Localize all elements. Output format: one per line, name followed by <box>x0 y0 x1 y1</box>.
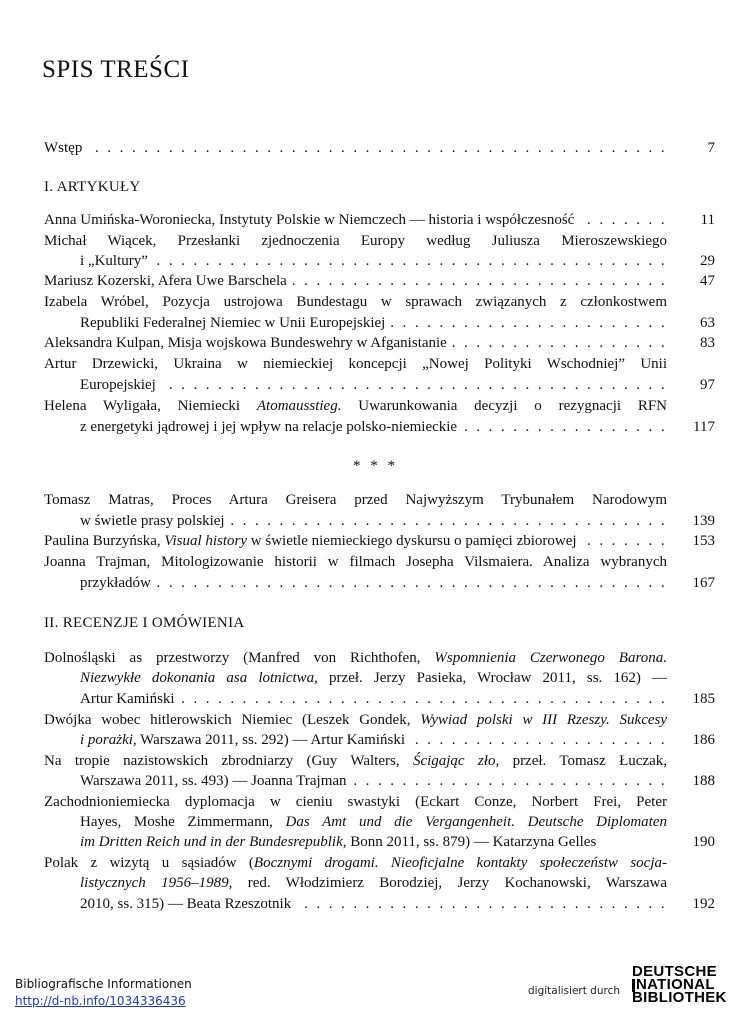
toc-entry-title: Anna Umińska-Woroniecka, Instytuty Polskie w Niemczech — historia i współczesność <box>44 212 578 228</box>
toc-entry-continuation <box>80 689 715 709</box>
toc-entry-continuation <box>80 511 715 531</box>
toc-entry: Dwójka wobec hitlerowskich Niemiec (Leszek Gondek, Wywiad polski w III Rzeszy. Sukcesy <box>44 712 667 728</box>
toc-entry: Polak z wizytą u sąsiadów (Bocznymi drogami. Nieoficjalne kontakty społeczeństw socja- <box>44 855 667 871</box>
toc-entry-continuation <box>80 894 715 914</box>
page-title: SPIS TREŚCI <box>42 56 190 83</box>
toc-page-number: 7 <box>675 138 715 158</box>
toc-entry-title: Wstęp <box>44 140 86 156</box>
toc-page-number: 11 <box>675 210 715 230</box>
toc-entry: Dolnośląski as przestworzy (Manfred von Richthofen, Wspomnienia Czerwonego Barona. <box>44 650 667 666</box>
toc-entry-title: i porażki, Warszawa 2011, ss. 292) — Artur Kamiński <box>80 732 409 748</box>
toc-entry: Joanna Trajman, Mitologizowanie historii w filmach Josepha Vilsmaiera. Analiza wybranych <box>44 554 667 570</box>
toc-entry-continuation <box>80 832 715 852</box>
toc-entry <box>44 333 715 353</box>
toc-page-number: 188 <box>675 771 715 791</box>
digitalized-by-label: digitalisiert durch <box>528 985 621 997</box>
dnb-logo: DEUTSCHE NATIONAL BIBLIOTHEK <box>632 963 727 1006</box>
toc-entry-continuation <box>80 771 715 791</box>
toc-page-number: 167 <box>675 573 715 593</box>
toc-entry-title: w świetle prasy polskiej <box>80 513 229 529</box>
toc-entry-continuation <box>80 375 715 395</box>
toc-page-number: 190 <box>675 832 715 852</box>
toc-entry-title: im Dritten Reich und in der Bundesrepublik, Bonn 2011, ss. 879) — Katarzyna Gelles <box>80 834 597 850</box>
toc-page-number: 117 <box>675 417 715 437</box>
toc-entry-title: 2010, ss. 315) — Beata Rzeszotnik <box>80 896 295 912</box>
toc-entry-title: przykładów <box>80 575 155 591</box>
toc-entry <box>44 531 715 551</box>
toc-page-number: 97 <box>675 375 715 395</box>
toc-entry: Michał Wiącek, Przesłanki zjednoczenia Europy według Juliusza Mieroszewskiego <box>44 233 667 249</box>
toc-page-number: 63 <box>675 313 715 333</box>
section-separator: * * * <box>353 458 398 474</box>
toc-entry-title: Warszawa 2011, ss. 493) — Joanna Trajman <box>80 773 351 789</box>
toc-page-number: 153 <box>675 531 715 551</box>
toc-page-number: 186 <box>675 730 715 750</box>
toc-entry-continuation <box>80 313 715 333</box>
toc-page-number: 29 <box>675 251 715 271</box>
toc-entry: Artur Drzewicki, Ukraina w niemieckiej koncepcji „Nowej Polityki Wschodniej” Unii <box>44 356 667 372</box>
bibliographic-info <box>15 976 192 1010</box>
toc-entry: Helena Wyligała, Niemiecki Atomausstieg. Uwarunkowania decyzji o rezygnacji RFN <box>44 398 667 414</box>
toc-entry-continuation <box>80 251 715 271</box>
toc-entry: Izabela Wróbel, Pozycja ustrojowa Bundestagu w sprawach związanych z członkostwem <box>44 294 667 310</box>
toc-entry-continuation: Hayes, Moshe Zimmermann, Das Amt und die Vergangenheit. Deutsche Diplomaten <box>80 814 667 830</box>
toc-entry-continuation <box>80 417 715 437</box>
toc-entry-title: Paulina Burzyńska, Visual history w świetle niemieckiego dyskursu o pamięci zbiorowej <box>44 533 581 549</box>
toc-entry-continuation: Niezwykłe dokonania asa lotnictwa, przeł. Jerzy Pasieka, Wrocław 2011, ss. 162) — <box>80 670 667 686</box>
section-heading-reviews: II. RECENZJE I OMÓWIENIA <box>44 615 245 631</box>
toc-entry-title: i „Kultury” <box>80 253 152 269</box>
toc-entry: Na tropie nazistowskich zbrodniarzy (Guy Walters, Ścigając zło, przeł. Tomasz Łuczak, <box>44 753 667 769</box>
toc-entry-title: z energetyki jądrowej i jej wpływ na relacje polsko-niemieckie <box>80 419 461 435</box>
toc-entry-continuation <box>80 573 715 593</box>
toc-entry-intro <box>44 138 715 158</box>
section-heading-articles: I. ARTYKUŁY <box>44 179 141 195</box>
bibliographic-info-label: Bibliografische Informationen <box>15 977 192 991</box>
toc-page-number: 83 <box>675 333 715 353</box>
toc-entry-title: Europejskiej <box>80 377 160 393</box>
toc-page-number: 185 <box>675 689 715 709</box>
toc-page-number: 192 <box>675 894 715 914</box>
toc-entry-continuation: listycznych 1956–1989, red. Włodzimierz Borodziej, Jerzy Kochanowski, Warszawa <box>80 875 667 891</box>
toc-entry-title: Mariusz Kozerski, Afera Uwe Barschela <box>44 273 291 289</box>
toc-entry: Tomasz Matras, Proces Artura Greisera przed Najwyższym Trybunałem Narodowym <box>44 492 667 508</box>
bibliographic-info-link[interactable]: http://d-nb.info/1034336436 <box>15 994 186 1008</box>
toc-entry: Zachodnioniemiecka dyplomacja w cieniu swastyki (Eckart Conze, Norbert Frei, Peter <box>44 794 667 810</box>
toc-page-number: 139 <box>675 511 715 531</box>
toc-entry <box>44 210 715 230</box>
toc-entry-continuation <box>80 730 715 750</box>
toc-page-number: 47 <box>675 271 715 291</box>
toc-entry-title: Aleksandra Kulpan, Misja wojskowa Bundeswehry w Afganistanie <box>44 335 451 351</box>
toc-entry-title: Artur Kamiński <box>80 691 179 707</box>
toc-entry <box>44 271 715 291</box>
toc-entry-title: Republiki Federalnej Niemiec w Unii Europejskiej <box>80 315 389 331</box>
